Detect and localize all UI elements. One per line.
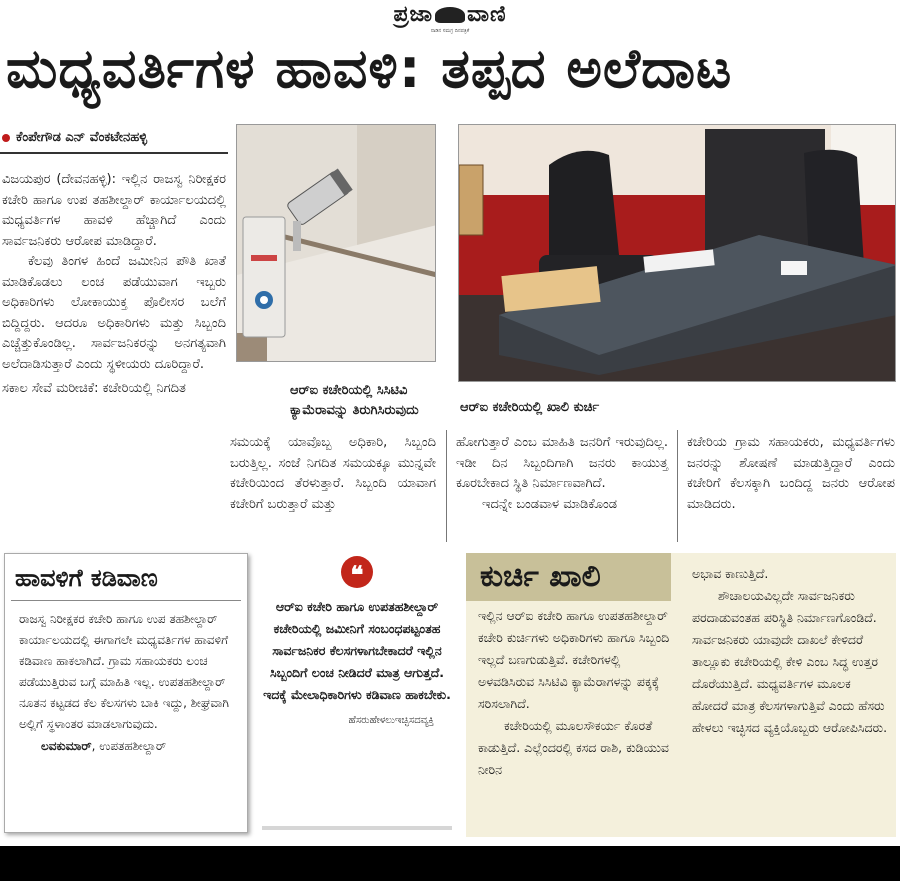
masthead <box>0 0 900 32</box>
headline: ಮಧ್ಯವರ್ತಿಗಳ ಹಾವಳಿ: ತಪ್ಪದ ಅಲೆದಾಟ <box>6 37 733 100</box>
cctv-camera-photo <box>236 124 436 362</box>
paragraph: ಕಚೇರಿಯಲ್ಲಿ ಮೂಲಸೌಕರ್ಯ ಕೊರತೆ ಕಾಡುತ್ತಿದೆ. ಎಲ್ಲೆಂದರಲ್ಲಿ ಕಸದ ರಾಶಿ, ಕುಡಿಯುವ ನೀರಿನ <box>478 718 669 777</box>
empty-chair-image <box>459 125 896 382</box>
box-body: ರಾಜಸ್ವ ನಿರೀಕ್ಷಕರ ಕಚೇರಿ ಹಾಗೂ ಉಪ ತಹಶೀಲ್ದಾರ್ ಕಾರ್ಯಾಲಯದಲ್ಲಿ ಈಗಾಗಲೇ ಮಧ್ಯವರ್ತಿಗಳ ಹಾವಳಿಗೆ ಕಡಿವಾಣ ಹಾಕಲಾಗಿದೆ. ಗ್ರಾಮ ಸಹಾಯಕರು ಲಂಚ ಪಡೆಯುತ್ತಿರುವ ಬಗ್ಗೆ ಮಾಹಿತಿ ಇಲ್ಲ. ಉಪತಹಶೀಲ್ದಾರ್ ನೂತನ ಕಟ್ಟಡದ ಕೆಲ ಕೆಲಸಗಳು ಬಾಕಿ ಇದ್ದು, ಶೀಘ್ರವಾಗಿ ಅಲ್ಲಿಗೆ ಸ್ಥಳಾಂತರ ಮಾಡಲಾಗುವುದು. <box>19 612 229 731</box>
article-column-3 <box>456 433 668 515</box>
paragraph: ವಿಜಯಪುರ (ದೇವನಹಳ್ಳಿ): ಇಲ್ಲಿನ ರಾಜಸ್ವ ನಿರೀಕ್ಷಕರ ಕಚೇರಿ ಹಾಗೂ ಉಪ ತಹಶೀಲ್ದಾರ್ ಕಾರ್ಯಾಲಯದಲ್ಲಿ ಮಧ್ಯವರ್ತಿಗಳ ಹಾವಳಿ ಹೆಚ್ಚಾಗಿದೆ ಎಂದು ಸಾರ್ವಜನಿಕರು ಆರೋಪ ಮಾಡಿದ್ದಾರೆ. <box>2 172 226 249</box>
sidebar-box-curb <box>4 553 248 833</box>
box-title: ಕುರ್ಚಿ ಖಾಲಿ <box>466 553 671 601</box>
masthead-tagline: ನಾಡಿನ ಸಮಗ್ರ ದಿನಪತ್ರಿಕೆ <box>430 28 470 34</box>
box-column-2 <box>692 563 888 739</box>
quote-text: ಆರ್‌ಐ ಕಚೇರಿ ಹಾಗೂ ಉಪತಹಶೀಲ್ದಾರ್ ಕಚೇರಿಯಲ್ಲಿ ಜಮೀನಿಗೆ ಸಂಬಂಧಪಟ್ಟಂತಹ ಸಾರ್ವಜನಿಕರ ಕೆಲಸಗಳಾಗಬೇಕಾದರೆ ಇಲ್ಲಿನ ಸಿಬ್ಬಂದಿಗೆ ಲಂಚ ನೀಡಿದರೆ ಮಾತ್ರ ಆಗುತ್ತದೆ. ಇದಕ್ಕೆ ಮೇಲಾಧಿಕಾರಿಗಳು ಕಡಿವಾಣ ಹಾಕಬೇಕು. <box>263 599 451 702</box>
article-column-4: ಕಚೇರಿಯ ಗ್ರಾಮ ಸಹಾಯಕರು, ಮಧ್ಯವರ್ತಿಗಳು ಜನರನ್ನು ಶೋಷಣೆ ಮಾಡುತ್ತಿದ್ದಾರೆ ಎಂದು ಕಚೇರಿಗೆ ಕೆಲಸಕ್ಕಾಗಿ ಬಂದಿದ್ದ ಜನರು ಆರೋಪ ಮಾಡಿದರು. <box>687 435 895 512</box>
photo-caption-cctv: ಆರ್‌ಐ ಕಚೇರಿಯಲ್ಲಿ ಸಿಸಿಟಿವಿ ಕ್ಯಾಮೆರಾವನ್ನು ತಿರುಗಿಸಿರುವುದು <box>290 383 419 418</box>
article-column-1 <box>2 170 226 400</box>
paragraph: ಸಕಾಲ ಸೇವೆ ಮರೀಚಿಕೆ: ಕಚೇರಿಯಲ್ಲಿ ನಿಗದಿತ <box>2 381 186 396</box>
paragraph: ಅಭಾವ ಕಾಣುತ್ತಿದೆ. <box>692 566 769 581</box>
empty-chair-photo <box>458 124 896 382</box>
box-signature: ಲವಕುಮಾರ್, ಉಪತಹಶೀಲ್ದಾರ್ <box>41 739 167 753</box>
paragraph: ಹೋಗುತ್ತಾರೆ ಎಂಬ ಮಾಹಿತಿ ಜನರಿಗೆ ಇರುವುದಿಲ್ಲ. ಇಡೀ ದಿನ ಸಿಬ್ಬಂದಿಗಾಗಿ ಜನರು ಕಾಯುತ್ತ ಕೂರಬೇಕಾದ ಸ್ಥಿತಿ ನಿರ್ಮಾಣವಾಗಿದೆ. <box>456 435 668 491</box>
article-column-2: ಸಮಯಕ್ಕೆ ಯಾವೊಬ್ಬ ಅಧಿಕಾರಿ, ಸಿಬ್ಬಂದಿ ಬರುತ್ತಿಲ್ಲ. ಸಂಜೆ ನಿಗದಿತ ಸಮಯಕ್ಕೂ ಮುನ್ನವೇ ಕಚೇರಿಯಿಂದ ತೆರಳುತ್ತಾರೆ. ಸಿಬ್ಬಂದಿ ಯಾವಾಗ ಕಚೇರಿಗೆ ಬರುತ್ತಾರೆ ಮತ್ತು <box>230 435 436 512</box>
pull-quote <box>262 552 452 830</box>
photo-caption-chair: ಆರ್‌ಐ ಕಚೇರಿಯಲ್ಲಿ ಖಾಲಿ ಕುರ್ಚಿ <box>460 400 600 415</box>
bullet-dot-icon <box>2 134 10 142</box>
byline <box>2 130 147 145</box>
paragraph: ಇಲ್ಲಿನ ಆರ್‌ಐ ಕಚೇರಿ ಹಾಗೂ ಉಪತಹಶೀಲ್ದಾರ್ ಕಚೇರಿ ಕುರ್ಚಿಗಳು ಅಧಿಕಾರಿಗಳು ಹಾಗೂ ಸಿಬ್ಬಂದಿ ಇಲ್ಲದೆ ಬಣಗುಡುತ್ತಿವೆ. ಕಚೇರಿಗಳಲ್ಲಿ ಅಳವಡಿಸಿರುವ ಸಿಸಿಟಿವಿ ಕ್ಯಾಮೆರಾಗಳನ್ನು ಪಕ್ಕಕ್ಕೆ ಸರಿಸಲಾಗಿದೆ. <box>478 608 670 711</box>
box-column-1 <box>478 605 670 781</box>
column-divider <box>677 430 678 542</box>
box-title: ಹಾವಳಿಗೆ ಕಡಿವಾಣ <box>11 554 241 601</box>
cctv-camera-image <box>237 125 436 362</box>
paragraph: ಕೆಲವು ತಿಂಗಳ ಹಿಂದೆ ಜಮೀನಿನ ಪೌತಿ ಖಾತೆ ಮಾಡಿಕೊಡಲು ಲಂಚ ಪಡೆಯುವಾಗ ಇಬ್ಬರು ಅಧಿಕಾರಿಗಳು ಲೋಕಾಯುಕ್ತ ಪೊಲೀಸರ ಬಲೆಗೆ ಬಿದ್ದಿದ್ದರು. ಆದರೂ ಅಧಿಕಾರಿಗಳು ಮತ್ತು ಸಿಬ್ಬಂದಿ ಎಚ್ಚೆತ್ತುಕೊಂಡಿಲ್ಲ. ಸಾರ್ವಜನಿಕರನ್ನು ಅನಗತ್ಯವಾಗಿ ಅಲೆದಾಡಿಸುತ್ತಾರೆ ಎಂದು ಸ್ಥಳೀಯರು ದೂರಿದ್ದಾರೆ. <box>2 254 226 372</box>
bottom-black-bar <box>0 846 900 881</box>
lion-emblem-icon <box>435 7 465 23</box>
byline-divider <box>0 152 228 154</box>
quote-source: ಹೆಸರುಹೇಳಲುಇಚ್ಛಿಸದವ್ಯಕ್ತಿ <box>348 715 434 726</box>
byline-author: ಕೆಂಪೇಗೌಡ ಎನ್ ವೆಂಕಟೇನಹಳ್ಳಿ <box>16 130 148 145</box>
newspaper-logo: ಪ್ರಜಾ ವಾಣಿ <box>393 1 507 27</box>
column-divider <box>446 430 447 542</box>
paragraph: ಇದನ್ನೇ ಬಂಡವಾಳ ಮಾಡಿಕೊಂಡ <box>482 496 618 512</box>
sidebar-box-empty-chair <box>466 553 896 837</box>
quote-mark-icon: ❝ <box>341 556 373 588</box>
paragraph: ಶೌಚಾಲಯವಿಲ್ಲದೇ ಸಾರ್ವಜನಿಕರು ಪರದಾಡುವಂತಹ ಪರಿಸ್ಥಿತಿ ನಿರ್ಮಾಣಗೊಂಡಿದೆ. ಸಾರ್ವಜನಿಕರು ಯಾವುದೇ ದಾಖಲೆ ಕೇಳಿದರೆ ತಾಲ್ಲೂಕು ಕಚೇರಿಯಲ್ಲಿ ಕೇಳಿ ಎಂಬ ಸಿದ್ಧ ಉತ್ತರ ದೊರೆಯುತ್ತಿದೆ. ಮಧ್ಯವರ್ತಿಗಳ ಮೂಲಕ ಹೋದರೆ ಮಾತ್ರ ಕೆಲಸಗಳಾಗುತ್ತಿವೆ ಎಂದು ಹೆಸರು ಹೇಳಲು ಇಚ್ಛಿಸದ ವ್ಯಕ್ತಿಯೊಬ್ಬರು ಆರೋಪಿಸಿದರು. <box>692 588 888 735</box>
